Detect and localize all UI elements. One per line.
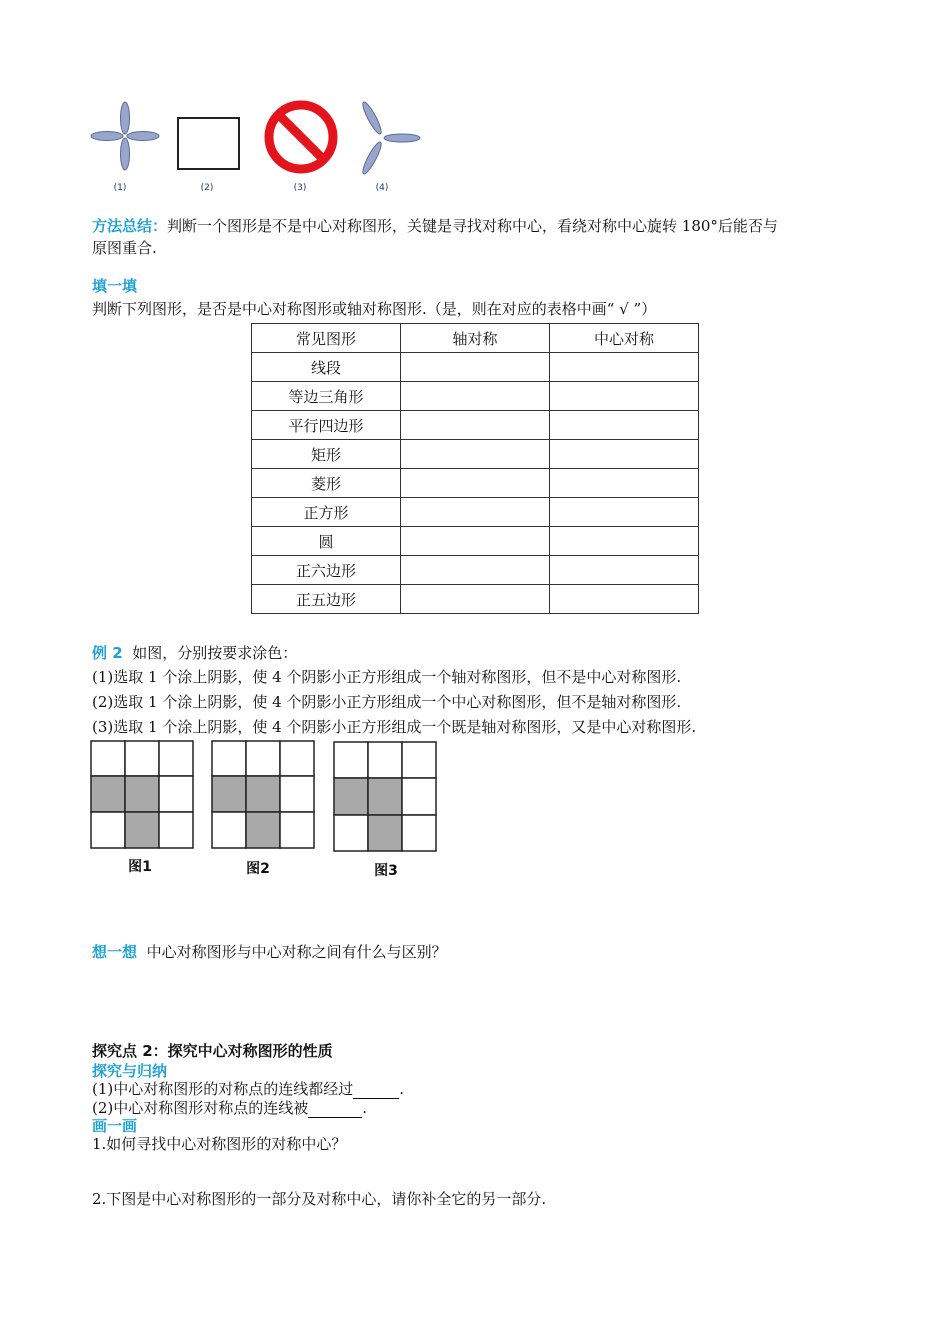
shape-name-cell: 等边三角形 (252, 382, 401, 411)
grid-figure-3 (333, 741, 437, 853)
table-header-cell: 常见图形 (252, 324, 401, 353)
method-summary-line1 (92, 215, 778, 237)
think-line (92, 941, 447, 963)
axis-answer-cell[interactable] (401, 411, 550, 440)
think-label: 想一想 (92, 943, 138, 961)
center-answer-cell[interactable] (550, 585, 699, 614)
example2-item-1: (1)选取 1 个涂上阴影，使 4 个阴影小正方形组成一个轴对称图形，但不是中心对称图形. (92, 668, 682, 686)
explore2-item-1 (92, 1079, 404, 1099)
axis-answer-cell[interactable] (401, 353, 550, 382)
prohibition-sign-figure (262, 98, 340, 176)
center-answer-cell[interactable] (550, 411, 699, 440)
shape-name-cell: 菱形 (252, 469, 401, 498)
grid-caption-2: 图2 (246, 861, 270, 877)
shape-name-cell: 正六边形 (252, 556, 401, 585)
table-row (252, 556, 699, 585)
four-petal-flower-figure (90, 100, 160, 172)
grid-figure-1 (90, 740, 194, 850)
axis-answer-cell[interactable] (401, 440, 550, 469)
shape-name-cell: 正方形 (252, 498, 401, 527)
shape-name-cell: 平行四边形 (252, 411, 401, 440)
explore2-item1-end: . (399, 1080, 405, 1098)
method-summary-line2: 原图重合. (92, 239, 157, 257)
explore2-item2-text: (2)中心对称图形对称点的连线被 (92, 1099, 309, 1117)
example2-intro-text: 如图，分别按要求涂色： (132, 644, 298, 662)
table-row (252, 411, 699, 440)
table-header-row (252, 324, 699, 353)
grid-caption-1: 图1 (128, 859, 152, 875)
shape-name-cell: 圆 (252, 527, 401, 556)
center-answer-cell[interactable] (550, 440, 699, 469)
answer-blank[interactable] (353, 1082, 399, 1099)
shape-name-cell: 正五边形 (252, 585, 401, 614)
explore2-subheading: 探究与归纳 (92, 1062, 168, 1080)
example2-intro (92, 642, 297, 664)
table-row (252, 382, 699, 411)
center-answer-cell[interactable] (550, 382, 699, 411)
example2-item-2: (2)选取 1 个涂上阴影，使 4 个阴影小正方形组成一个中心对称图形，但不是轴对称图形. (92, 693, 682, 711)
center-answer-cell[interactable] (550, 556, 699, 585)
table-row (252, 353, 699, 382)
draw-question-2: 2.下图是中心对称图形的一部分及对称中心，请你补全它的另一部分. (92, 1190, 547, 1208)
axis-answer-cell[interactable] (401, 585, 550, 614)
table-row (252, 585, 699, 614)
table-row (252, 469, 699, 498)
axis-answer-cell[interactable] (401, 556, 550, 585)
method-summary-text: 判断一个图形是不是中心对称图形，关键是寻找对称中心，看绕对称中心旋转 180°后能否与 (167, 217, 778, 235)
center-answer-cell[interactable] (550, 527, 699, 556)
example2-label: 例 2 (92, 644, 123, 662)
axis-answer-cell[interactable] (401, 527, 550, 556)
draw-heading: 画一画 (92, 1117, 138, 1135)
grid-caption-3: 图3 (374, 863, 398, 879)
example2-item-3: (3)选取 1 个涂上阴影，使 4 个阴影小正方形组成一个既是轴对称图形，又是中心对称图形. (92, 718, 697, 736)
shape-symmetry-table (251, 323, 699, 614)
shape-name-cell: 矩形 (252, 440, 401, 469)
axis-answer-cell[interactable] (401, 469, 550, 498)
grid-figure-2 (211, 740, 315, 850)
center-answer-cell[interactable] (550, 353, 699, 382)
rectangle-figure (176, 116, 242, 172)
three-petal-figure (350, 98, 426, 180)
answer-blank[interactable] (308, 1101, 362, 1118)
explore2-item2-end: . (362, 1099, 368, 1117)
explore2-title: 探究点 2：探究中心对称图形的性质 (92, 1042, 333, 1060)
axis-answer-cell[interactable] (401, 498, 550, 527)
axis-answer-cell[interactable] (401, 382, 550, 411)
method-summary-label: 方法总结： (92, 217, 168, 235)
think-question: 中心对称图形与中心对称之间有什么与区别？ (146, 943, 447, 961)
explore2-item1-text: (1)中心对称图形的对称点的连线都经过 (92, 1080, 354, 1098)
table-row (252, 527, 699, 556)
figure-caption-4: (4) (375, 183, 389, 193)
draw-question-1: 1.如何寻找中心对称图形的对称中心？ (92, 1135, 347, 1153)
explore2-item-2 (92, 1098, 367, 1118)
table-row (252, 498, 699, 527)
center-answer-cell[interactable] (550, 498, 699, 527)
figure-caption-3: (3) (293, 183, 307, 193)
figure-caption-1: (1) (113, 183, 127, 193)
fill-heading: 填一填 (92, 277, 138, 295)
table-header-cell: 轴对称 (401, 324, 550, 353)
center-answer-cell[interactable] (550, 469, 699, 498)
figure-row (88, 98, 428, 198)
fill-instruction: 判断下列图形，是否是中心对称图形或轴对称图形.（是，则在对应的表格中画“ √ ”） (92, 300, 657, 318)
figure-caption-2: (2) (200, 183, 214, 193)
table-row (252, 440, 699, 469)
shape-name-cell: 线段 (252, 353, 401, 382)
table-header-cell: 中心对称 (550, 324, 699, 353)
